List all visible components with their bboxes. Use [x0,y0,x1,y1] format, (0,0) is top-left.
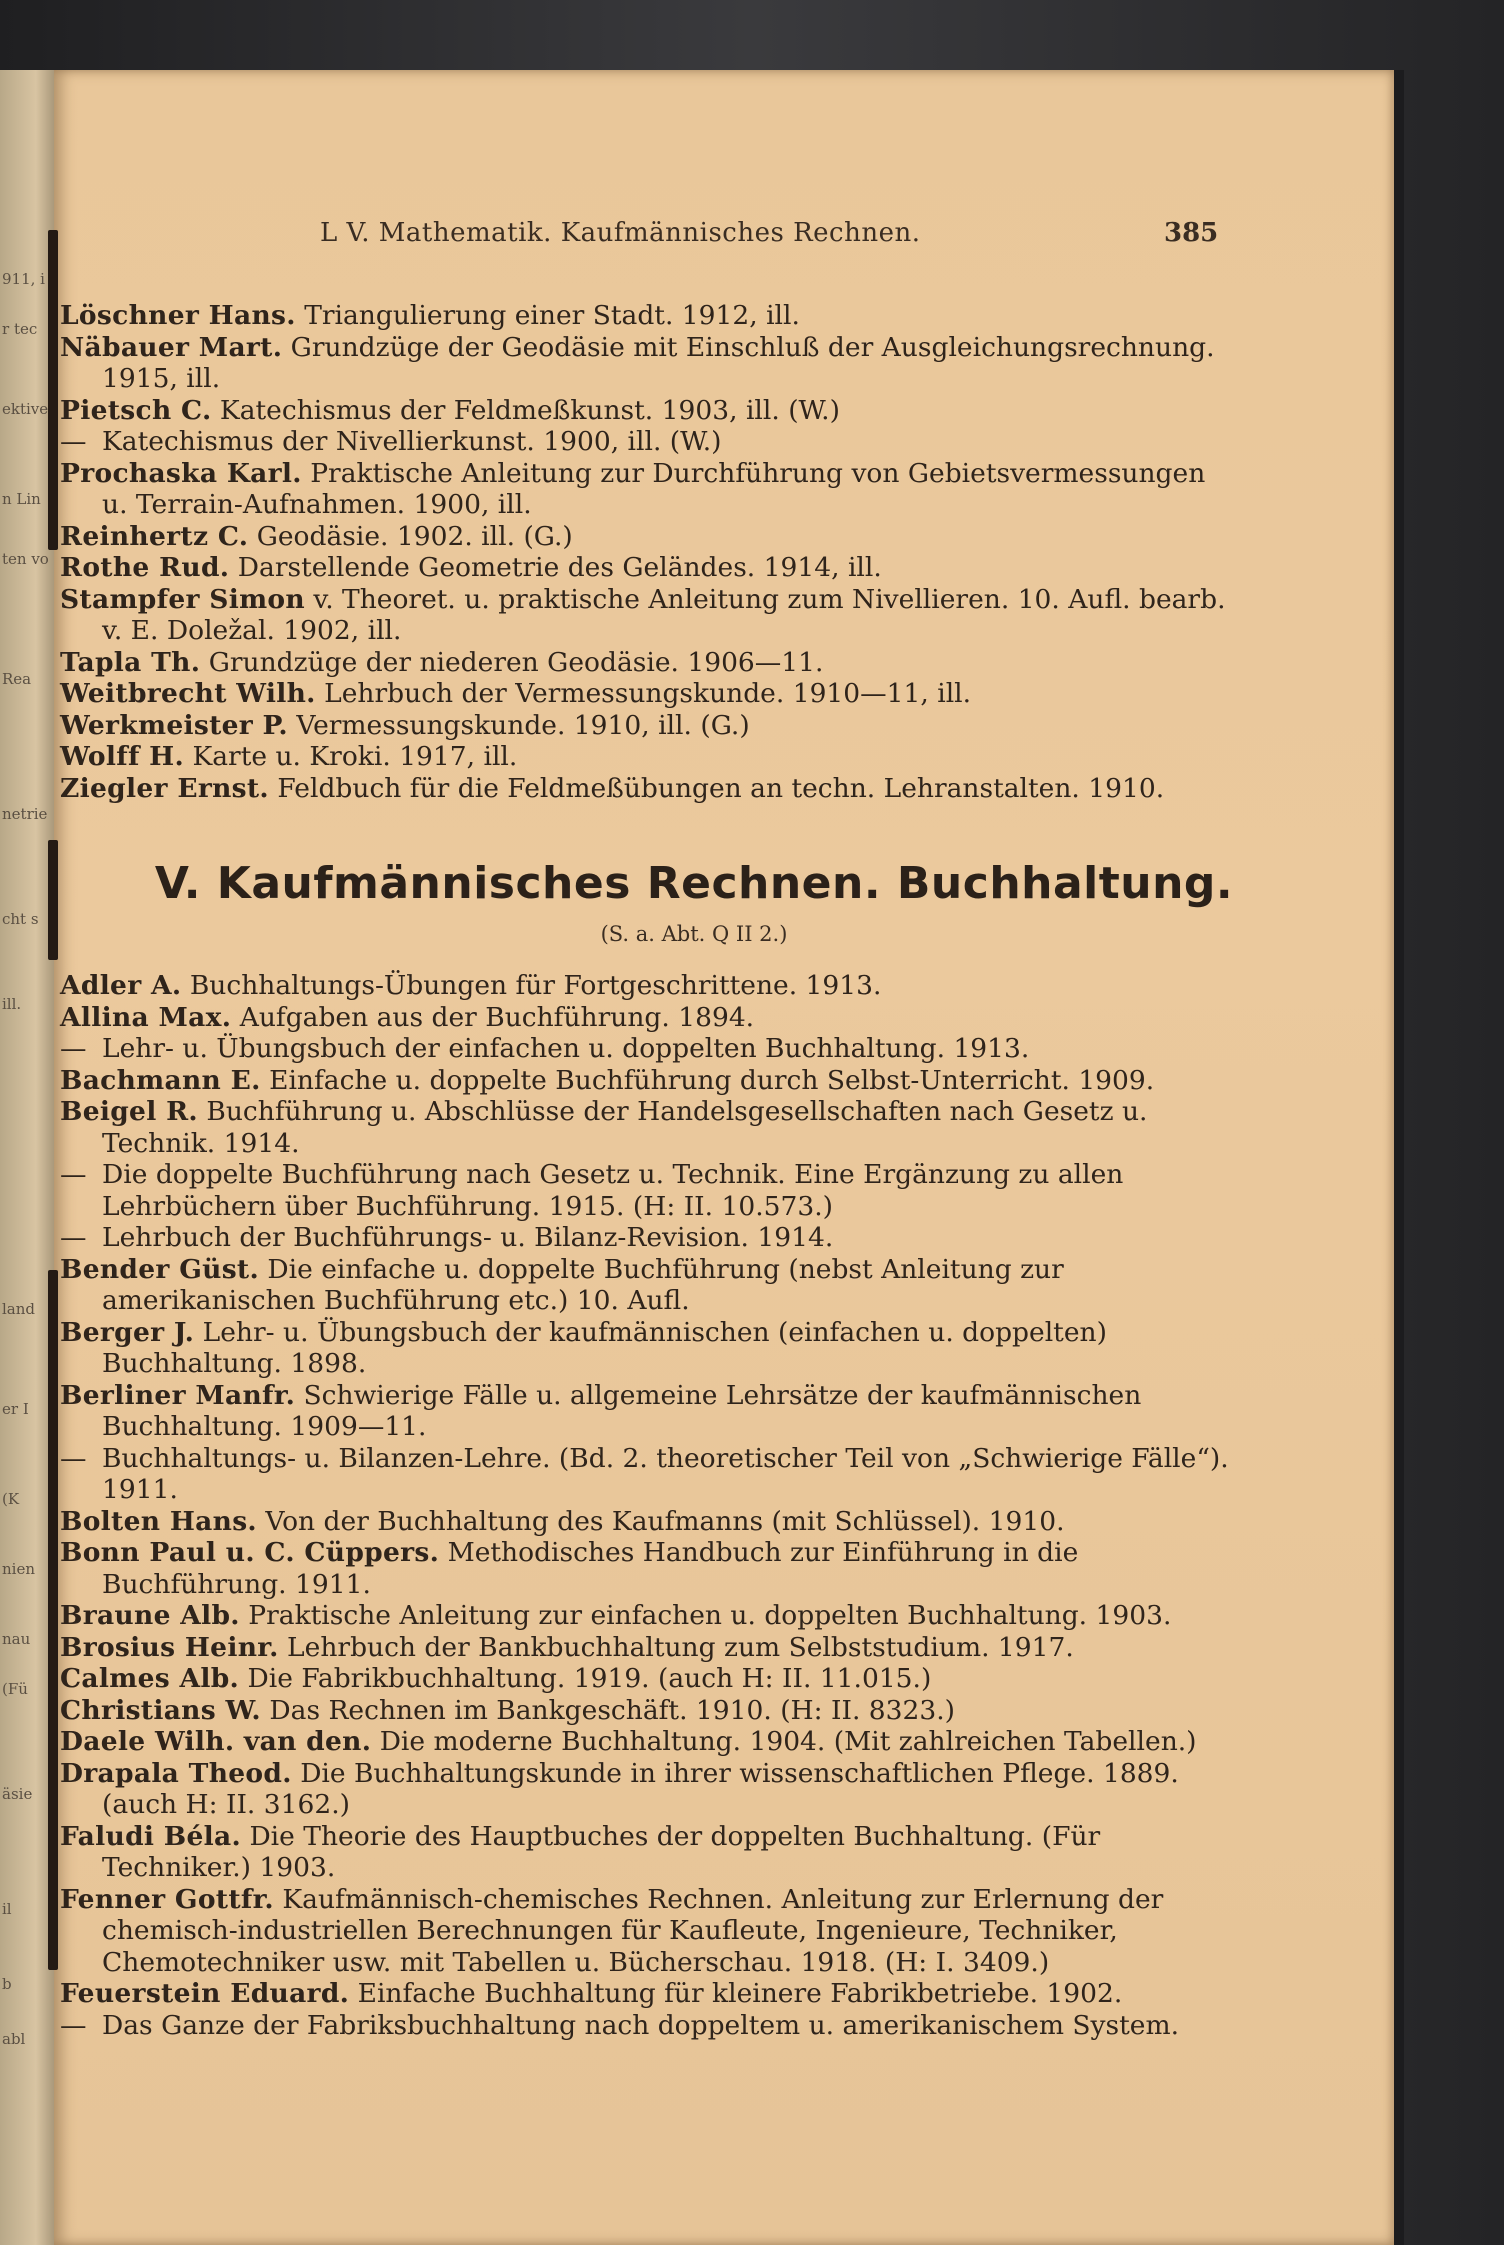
running-header [54,218,1394,258]
entry-text: Die moderne Buchhaltung. 1904. (Mit zahlreichen Tabellen.) [371,1726,1197,1757]
previous-page-fragment: äsie [2,1785,33,1803]
entry-text: Katechismus der Nivellierkunst. 1900, ill. (W.) [102,426,722,457]
bibliography-entry [60,773,1230,805]
previous-page-fragment: b [2,1975,12,1993]
bibliography-entry [60,1317,1230,1380]
bibliography-entry [60,678,1230,710]
previous-page-fragment: nau [2,1630,31,1648]
bibliography-entry [60,521,1230,553]
entry-text: Vermessungskunde. 1910, ill. (G.) [287,709,750,741]
entry-text: Katechismus der Feldmeßkunst. 1903, ill. (W.) [211,394,840,426]
bibliography-entry [60,1506,1230,1538]
entry-text: Die doppelte Buchführung nach Gesetz u. Technik. Eine Ergänzung zu allen Lehrbüchern über Buchführung. 1915. (H: II. 10.573.) [102,1159,1124,1222]
entry-text: Einfache Buchhaltung für kleinere Fabrikbetriebe. 1902. [349,1978,1123,2009]
bibliography-entry [60,710,1230,742]
entry-author: Prochaska Karl. [60,457,302,489]
entry-text: Lehrbuch der Buchführungs- u. Bilanz-Revision. 1914. [102,1222,834,1253]
bibliography-entry [60,1978,1230,2010]
previous-page-fragment: ill. [2,995,22,1013]
entry-author: Bolten Hans. [60,1505,257,1537]
entry-text: Praktische Anleitung zur einfachen u. doppelten Buchhaltung. 1903. [239,1600,1172,1631]
entry-text: Buchhaltungs-Übungen für Fortgeschrittene. 1913. [181,970,882,1001]
entry-author: Tapla Th. [60,646,201,678]
entry-author: Stampfer Simon [60,583,305,615]
previous-page-fragment: Rea [2,670,32,688]
entry-author: Calmes Alb. [60,1663,240,1694]
bibliography-entry [60,584,1230,647]
entry-author: Näbauer Mart. [60,331,283,363]
bibliography-entry [60,332,1230,395]
entry-author: Werkmeister P. [60,709,288,741]
bibliography-entry [60,1065,1230,1097]
entry-text: Schwierige Fälle u. allgemeine Lehrsätze der kaufmännischen Buchhaltung. 1909—11. [102,1379,1142,1442]
bibliography-entry [60,1537,1230,1600]
entry-author: Christians W. [60,1694,261,1726]
bibliography-entry [60,1884,1230,1979]
entry-text: v. Theoret. u. praktische Anleitung zum Nivellieren. 10. Aufl. bearb. v. E. Doležal. 1902, ill. [102,583,1226,646]
entry-author: Braune Alb. [60,1600,240,1631]
previous-page-fragment: ten vo [2,550,49,568]
ditto-dash: — [60,426,87,457]
entry-author: Daele Wilh. van den. [60,1726,372,1757]
entry-text: Kaufmännisch-chemisches Rechnen. Anleitung zur Erlernung der chemisch-industriellen Berechnungen für Kaufleute, Ingenieure, Techniker, Chemotechniker usw. mit Tabellen u. Bücherschau. 1918. (H: I. 3409.) [102,1883,1164,1978]
previous-page-fragment: (K [2,1490,20,1508]
bibliography-entry [60,1443,1230,1506]
bibliography-entry [60,1821,1230,1884]
ditto-dash: — [60,1442,87,1474]
entry-text: Lehr- u. Übungsbuch der kaufmännischen (einfachen u. doppelten) Buchhaltung. 1898. [102,1316,1107,1379]
bibliography-list-geodesy [60,300,1230,804]
entry-author: Allina Max. [60,1001,232,1033]
bibliography-entry [60,395,1230,427]
bibliography-entry [60,970,1230,1002]
bibliography-entry [60,1600,1230,1632]
entry-text: Methodisches Handbuch zur Einführung in die Buchführung. 1911. [102,1537,1079,1600]
entry-text: Lehrbuch der Vermessungskunde. 1910—11, ill. [315,678,972,709]
section-cross-reference: (S. a. Abt. Q II 2.) [600,922,788,946]
entry-text: Die Theorie des Hauptbuches der doppelten Buchhaltung. (Für Techniker.) 1903. [102,1820,1101,1883]
section-heading: V. Kaufmännisches Rechnen. Buchhaltung. [154,858,1234,909]
bibliography-entry [60,647,1230,679]
entry-text: Karte u. Kroki. 1917, ill. [184,741,518,772]
bibliography-entry [60,300,1230,332]
entry-author: Bachmann E. [60,1064,261,1096]
bibliography-entry [60,458,1230,521]
bibliography-entry [60,1033,1230,1065]
entry-author: Berliner Manfr. [60,1379,296,1411]
entry-author: Ziegler Ernst. [60,772,269,804]
entry-text: Praktische Anleitung zur Durchführung von Gebietsvermessungen u. Terrain-Aufnahmen. 1900, ill. [102,457,1206,520]
previous-page-fragment: (Fü [2,1680,28,1698]
entry-author: Bonn Paul u. C. Cüppers. [60,1537,440,1568]
entry-text: Darstellende Geometrie des Geländes. 1914, ill. [229,552,882,583]
bibliography-entry [60,1632,1230,1664]
bibliography-entry [60,1222,1230,1254]
entry-author: Reinhertz C. [60,520,249,552]
previous-page-fragment: netrie [2,805,48,823]
previous-page-fragment: cht s [2,910,39,928]
entry-text: Die Buchhaltungskunde in ihrer wissenschaftlichen Pflege. 1889. (auch H: II. 3162.) [102,1757,1179,1820]
entry-text: Feldbuch für die Feldmeßübungen an techn. Lehranstalten. 1910. [268,772,1165,804]
entry-text: Die Fabrikbuchhaltung. 1919. (auch H: II. 11.015.) [239,1663,932,1694]
bibliography-entry [60,1096,1230,1159]
entry-author: Brosius Heinr. [60,1631,279,1663]
entry-author: Feuerstein Eduard. [60,1978,350,2009]
bibliography-entry [60,1663,1230,1695]
previous-page-fragment: er I [2,1400,29,1418]
bibliography-entry [60,1002,1230,1034]
bibliography-entry [60,1726,1230,1758]
entry-author: Faludi Béla. [60,1820,242,1852]
entry-text: Grundzüge der niederen Geodäsie. 1906—11. [200,646,824,678]
binding-shadow [48,1270,58,1970]
entry-text: Buchhaltungs- u. Bilanzen-Lehre. (Bd. 2. theoretischer Teil von „Schwierige Fälle“). 1911. [102,1442,1229,1505]
bibliography-entry [60,426,1230,458]
bibliography-entry [60,2010,1230,2042]
previous-page-fragment: land [2,1300,36,1318]
entry-author: Weitbrecht Wilh. [60,678,316,709]
entry-author: Beigel R. [60,1096,198,1127]
entry-text: Einfache u. doppelte Buchführung durch Selbst-Unterricht. 1909. [260,1064,1155,1096]
entry-author: Rothe Rud. [60,552,230,583]
entry-text: Buchführung u. Abschlüsse der Handelsgesellschaften nach Gesetz u. Technik. 1914. [102,1096,1148,1159]
previous-page-fragment: r tec [2,320,38,338]
entry-text: Aufgaben aus der Buchführung. 1894. [231,1001,755,1033]
previous-page-fragment: 911, i [2,270,45,288]
entry-author: Löschner Hans. [60,300,296,331]
bibliography-entry [60,552,1230,584]
entry-author: Wolff H. [60,741,185,772]
entry-text: Lehrbuch der Bankbuchhaltung zum Selbststudium. 1917. [278,1631,1074,1663]
bibliography-entry [60,1380,1230,1443]
entry-author: Adler A. [60,970,182,1001]
binding-shadow [48,840,58,960]
running-title: L V. Mathematik. Kaufmännisches Rechnen. [320,218,921,248]
previous-page-fragment: ektive [2,400,49,418]
book-page [54,70,1404,2245]
previous-page-fragment: nien [2,1560,35,1578]
bibliography-entry [60,1695,1230,1727]
binding-shadow [48,230,58,550]
entry-text: Von der Buchhaltung des Kaufmanns (mit Schlüssel). 1910. [256,1505,1065,1537]
entry-author: Pietsch C. [60,394,212,426]
page-number: 385 [1164,218,1219,248]
entry-text: Triangulierung einer Stadt. 1912, ill. [295,300,800,331]
entry-text: Grundzüge der Geodäsie mit Einschluß der Ausgleichungsrechnung. 1915, ill. [102,331,1215,394]
previous-page-fragment: n Lin [2,490,41,508]
entry-text: Das Ganze der Fabriksbuchhaltung nach doppeltem u. amerikanischem System. [102,2009,1180,2041]
ditto-dash: — [60,1222,87,1253]
entry-author: Fenner Gottfr. [60,1883,274,1915]
ditto-dash: — [60,1033,87,1064]
bibliography-entry [60,1159,1230,1222]
entry-text: Die einfache u. doppelte Buchführung (nebst Anleitung zur amerikanischen Buchführung etc.) 10. Aufl. [102,1253,1064,1316]
previous-page-fragment: il [2,1900,12,1918]
bibliography-entry [60,1758,1230,1821]
entry-author: Berger J. [60,1316,195,1348]
entry-text: Das Rechnen im Bankgeschäft. 1910. (H: II. 8323.) [260,1694,956,1726]
entry-text: Geodäsie. 1902. ill. (G.) [248,520,573,552]
bibliography-entry [60,741,1230,773]
entry-author: Drapala Theod. [60,1757,292,1789]
bibliography-entry [60,1254,1230,1317]
ditto-dash: — [60,1159,87,1190]
ditto-dash: — [60,2009,87,2041]
entry-author: Bender Güst. [60,1253,259,1285]
bibliography-list-bookkeeping [60,970,1230,2041]
previous-page-fragment: abl [2,2030,26,2048]
entry-text: Lehr- u. Übungsbuch der einfachen u. doppelten Buchhaltung. 1913. [102,1033,1030,1064]
